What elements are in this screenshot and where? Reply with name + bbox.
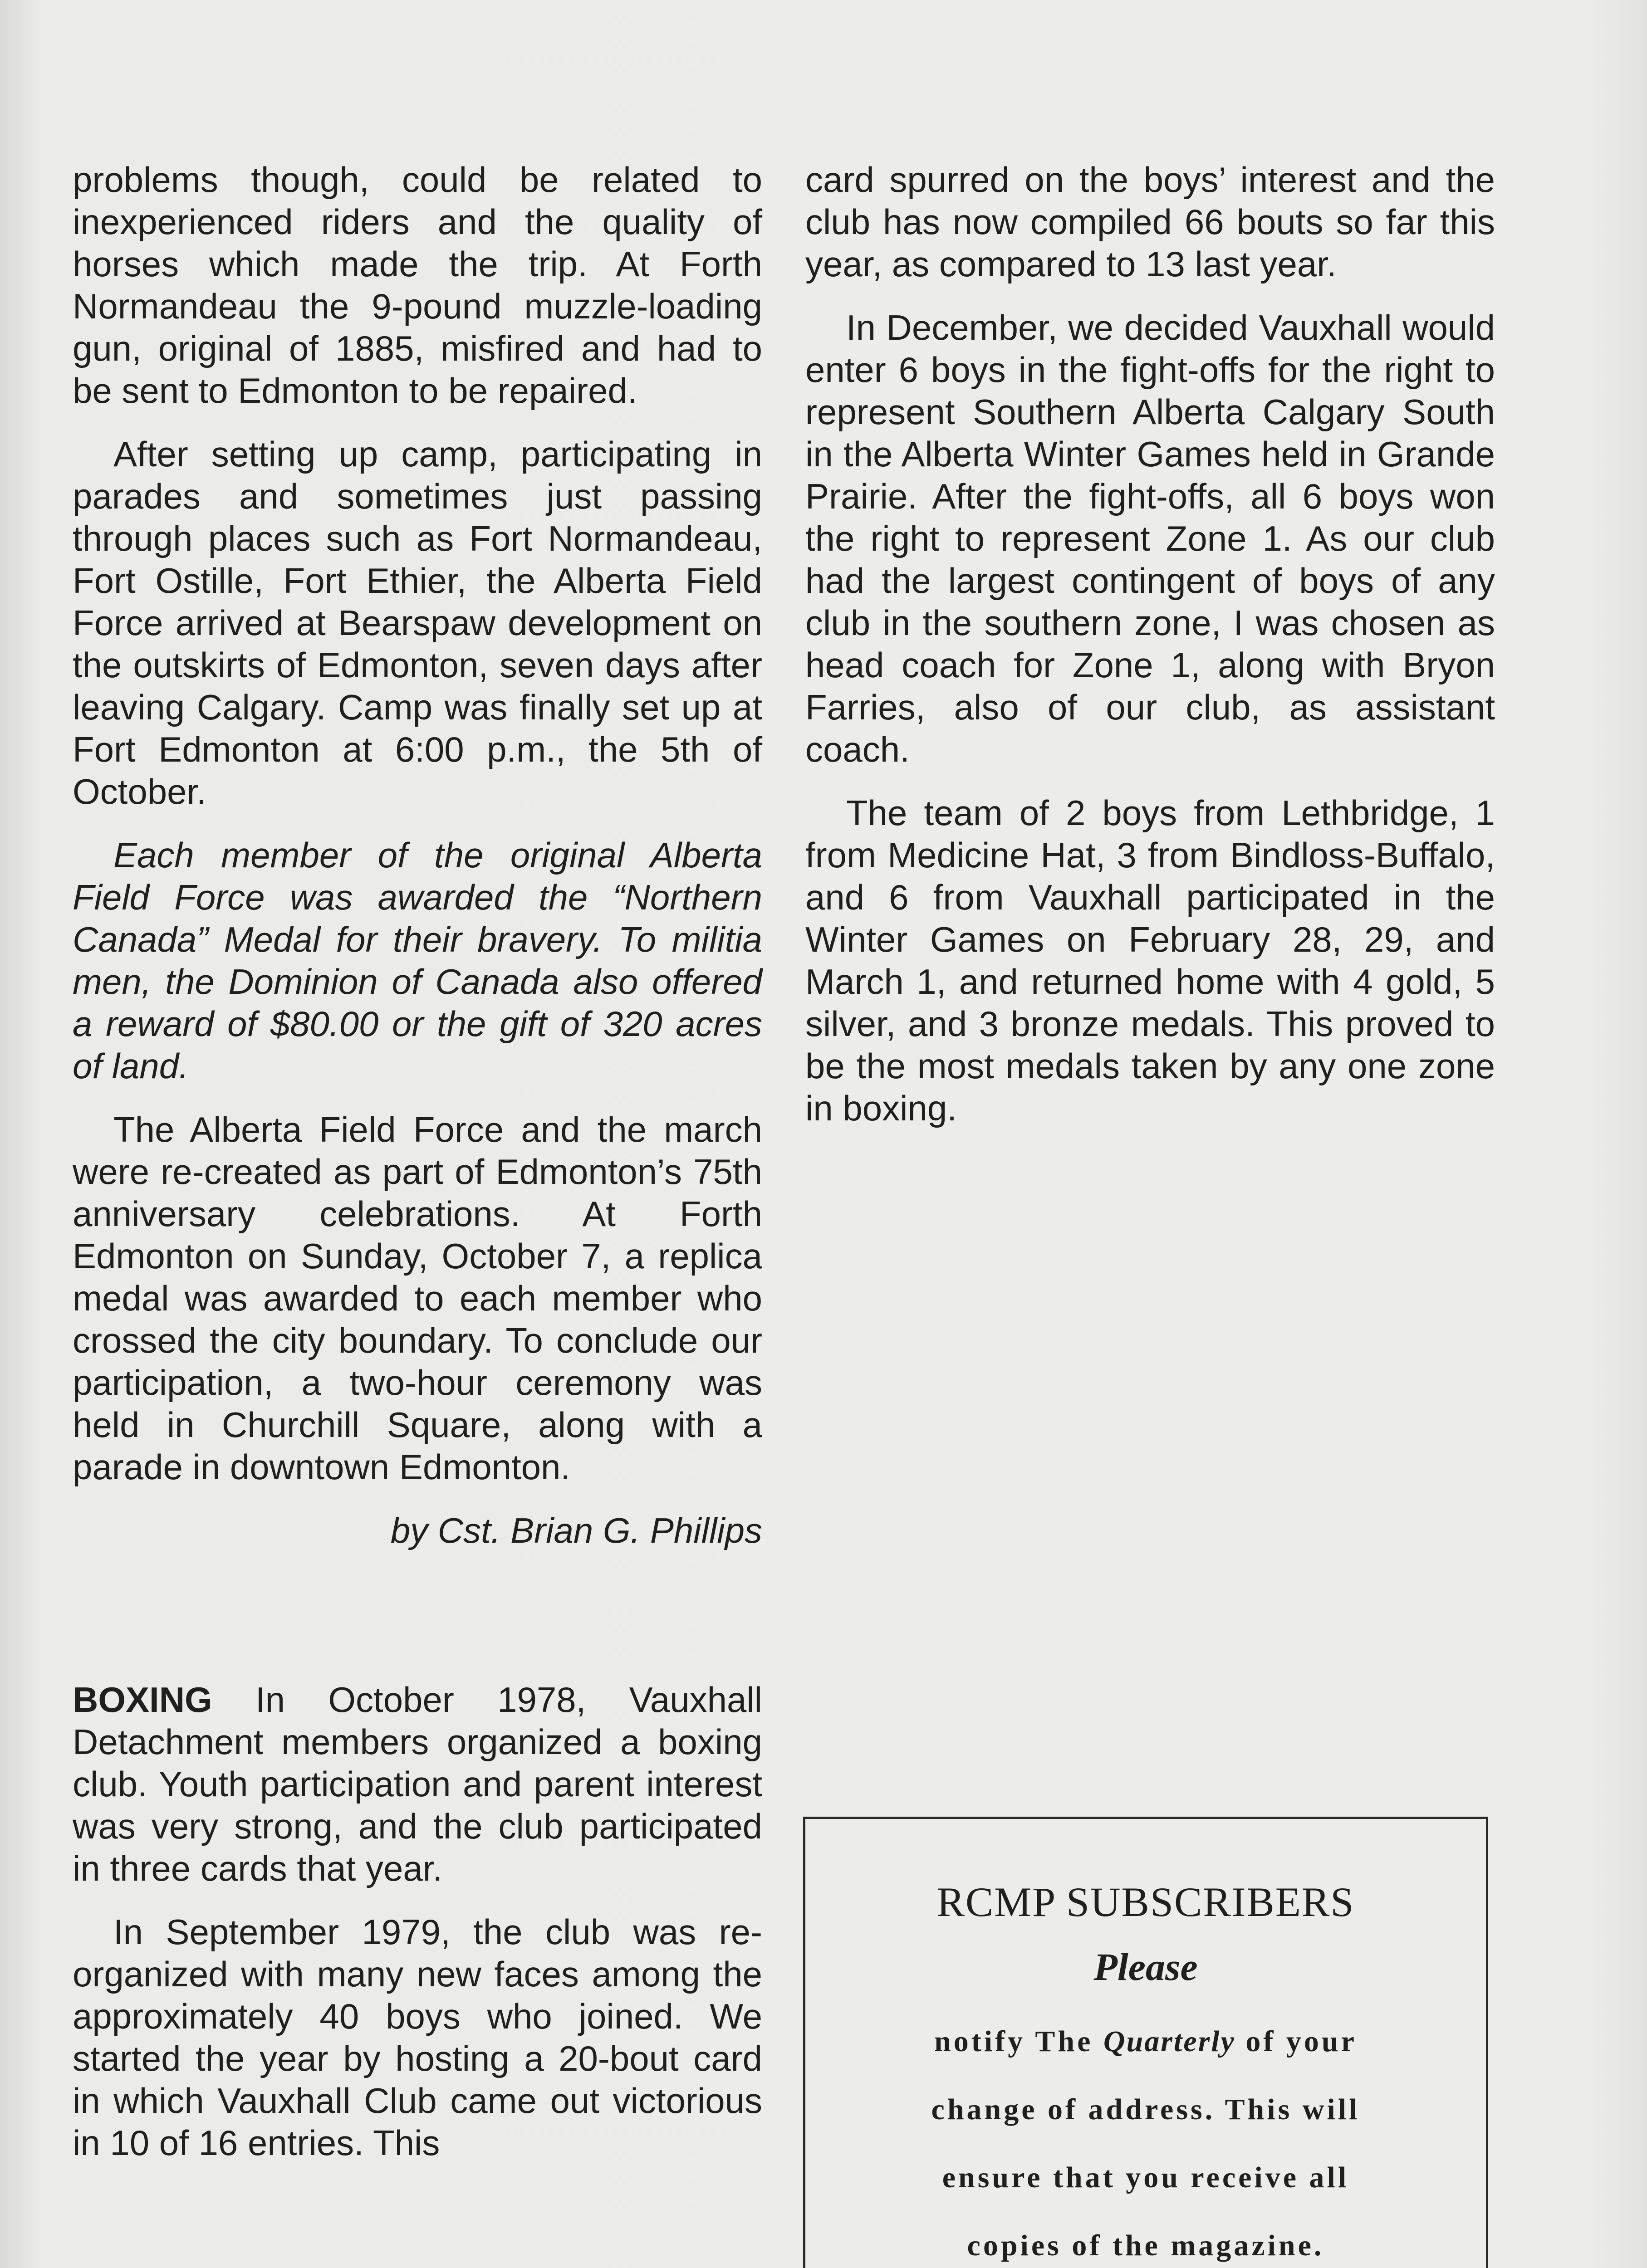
- paragraph: card spurred on the boys’ interest and the club has now compiled 66 bouts so far this year, as compared to 13 last year.: [805, 160, 1495, 284]
- notice-line: [805, 2008, 1486, 2076]
- paragraph: In September 1979, the club was re-organized with many new faces among the approximately 40 boys who joined. We started the year by hosting a 20-bout card in which Vauxhall Club came out victorious in 10 of 16 entries. This: [73, 1912, 762, 2163]
- boxing-paragraph: [73, 1679, 762, 1890]
- right-column: [805, 159, 1495, 1151]
- notice-line: change of address. This will: [931, 2093, 1360, 2126]
- magazine-name: Quarterly: [1103, 2025, 1235, 2058]
- notice-please: Please: [1093, 1945, 1198, 1989]
- italic-paragraph: Each member of the original Alberta Field Force was awarded the “Northern Canada” Medal for their bravery. To militia men, the Dominion of Canada also offered a reward of $80.00 or the gift of 320 acres of land.: [73, 835, 762, 1086]
- left-column: [73, 159, 762, 2185]
- subscriber-notice-box: [803, 1817, 1488, 2268]
- notice-line: ensure that you receive all: [942, 2161, 1349, 2194]
- article-byline: by Cst. Brian G. Phillips: [390, 1510, 762, 1550]
- section-heading-boxing: BOXING: [73, 1680, 212, 1720]
- paragraph: problems though, could be related to inexperienced riders and the quality of horses which made the trip. At Forth Normandeau the 9-pound muzzle-loading gun, original of 1885, misfired and had to be sent to Edmonton to be repaired.: [73, 160, 762, 411]
- notice-line: copies of the magazine.: [967, 2229, 1324, 2262]
- paragraph: The Alberta Field Force and the march were re-created as part of Edmonton’s 75th anniversary celebrations. At Forth Edmonton on Sunday, October 7, a replica medal was awarded to each member who crossed the city boundary. To conclude our participation, a two-hour ceremony was held in Churchill Square, along with a parade in downtown Edmonton.: [73, 1110, 762, 1487]
- paragraph: The team of 2 boys from Lethbridge, 1 from Medicine Hat, 3 from Bindloss-Buffalo, and 6 from Vauxhall participated in the Winter Games on February 28, 29, and March 1, and returned home with 4 gold, 5 silver, and 3 bronze medals. This proved to be the most medals taken by any one zone in boxing.: [805, 793, 1495, 1128]
- notice-text: of your: [1235, 2025, 1357, 2058]
- notice-text: notify The: [934, 2025, 1103, 2058]
- paragraph: In December, we decided Vauxhall would enter 6 boys in the fight-offs for the right to represent Southern Alberta Calgary South in the Alberta Winter Games held in Grande Prairie. After the fight-offs, all 6 boys won the right to represent Zone 1. As our club had the largest contingent of boys of any club in the southern zone, I was chosen as head coach for Zone 1, along with Bryon Farries, also of our club, as assistant coach.: [805, 308, 1495, 769]
- paragraph-text: In October 1978, Vauxhall Detachment members organized a boxing club. Youth participation and parent interest was very strong, and the club participated in three cards that year.: [73, 1680, 762, 1888]
- paragraph: After setting up camp, participating in parades and sometimes just passing through places such as Fort Normandeau, Fort Ostille, Fort Ethier, the Alberta Field Force arrived at Bearspaw development on the outskirts of Edmonton, seven days after leaving Calgary. Camp was finally set up at Fort Edmonton at 6:00 p.m., the 5th of October.: [73, 434, 762, 811]
- notice-title: RCMP SUBSCRIBERS: [936, 1879, 1355, 1925]
